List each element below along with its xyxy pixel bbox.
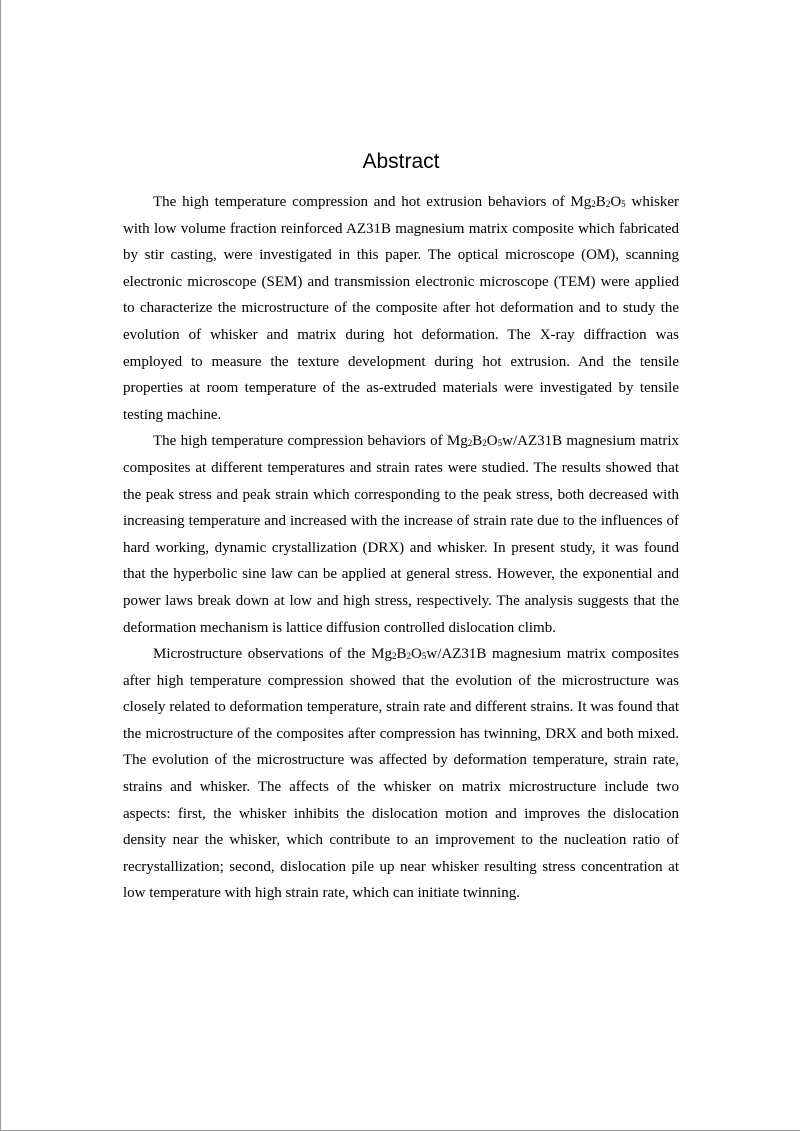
text-run: O xyxy=(486,433,498,450)
subscript: 5 xyxy=(497,438,503,449)
subscript: 2 xyxy=(467,438,473,449)
subscript: 5 xyxy=(421,651,427,662)
text-run: B xyxy=(472,433,483,450)
text-run: B xyxy=(396,646,407,663)
subscript: 5 xyxy=(621,199,626,209)
abstract-body xyxy=(123,189,679,907)
page-title: Abstract xyxy=(362,150,440,173)
abstract-paragraph xyxy=(123,428,679,641)
subscript: 2 xyxy=(605,199,611,209)
text-run: whisker with low volume fraction reinforced AZ31B magnesium matrix composite which fabricated by stir casting, were investigated in this paper. The optical microscope (OM), scanning electronic microscope (SEM) and transmission electronic microscope (TEM) were applied to characterize the microstructure of the composite after hot deformation and to study the evolution of whisker and matrix during hot deformation. The X-ray diffraction was employed to measure the texture development during hot extrusion. And the tensile properties at room temperature of the as-extruded materials were investigated by tensile testing machine. xyxy=(123,194,679,423)
subscript: 2 xyxy=(591,199,596,209)
abstract-paragraph xyxy=(123,641,679,907)
subscript: 2 xyxy=(406,651,412,662)
text-run: B xyxy=(595,194,606,210)
text-run: Microstructure observations of the Mg xyxy=(153,646,393,663)
text-run: O xyxy=(411,646,422,663)
text-run: The high temperature compression behaviors of Mg xyxy=(153,433,468,450)
text-run: O xyxy=(610,194,622,210)
text-run: The high temperature compression and hot extrusion behaviors of Mg xyxy=(153,194,592,210)
text-run: w/AZ31B magnesium matrix composites at different temperatures and strain rates were studied. The results showed that the peak stress and peak strain which corresponding to the peak stress, both decreased with increasing temperature and increased with the increase of strain rate due to the influences of hard working, dynamic crystallization (DRX) and whisker. In present study, it was found that the hyperbolic sine law can be applied at general stress. However, the exponential and power laws break down at low and high stress, respectively. The analysis suggests that the deformation mechanism is lattice diffusion controlled dislocation climb. xyxy=(123,433,679,636)
abstract-paragraph xyxy=(123,189,679,428)
subscript: 2 xyxy=(482,438,487,449)
text-run: w/AZ31B magnesium matrix composites after high temperature compression showed that the evolution of the microstructure was closely related to deformation temperature, strain rate and different strains. It was found that the microstructure of the composites after compression has twinning, DRX and both mixed. The evolution of the microstructure was affected by deformation temperature, strain rate, strains and whisker. The affects of the whisker on matrix microstructure include two aspects: first, the whisker inhibits the dislocation motion and improves the dislocation density near the whisker, which contribute to an improvement to the nucleation ratio of recrystallization; second, dislocation pile up near whisker resulting stress concentration at low temperature with high strain rate, which can initiate twinning. xyxy=(123,646,679,902)
subscript: 2 xyxy=(392,651,397,662)
